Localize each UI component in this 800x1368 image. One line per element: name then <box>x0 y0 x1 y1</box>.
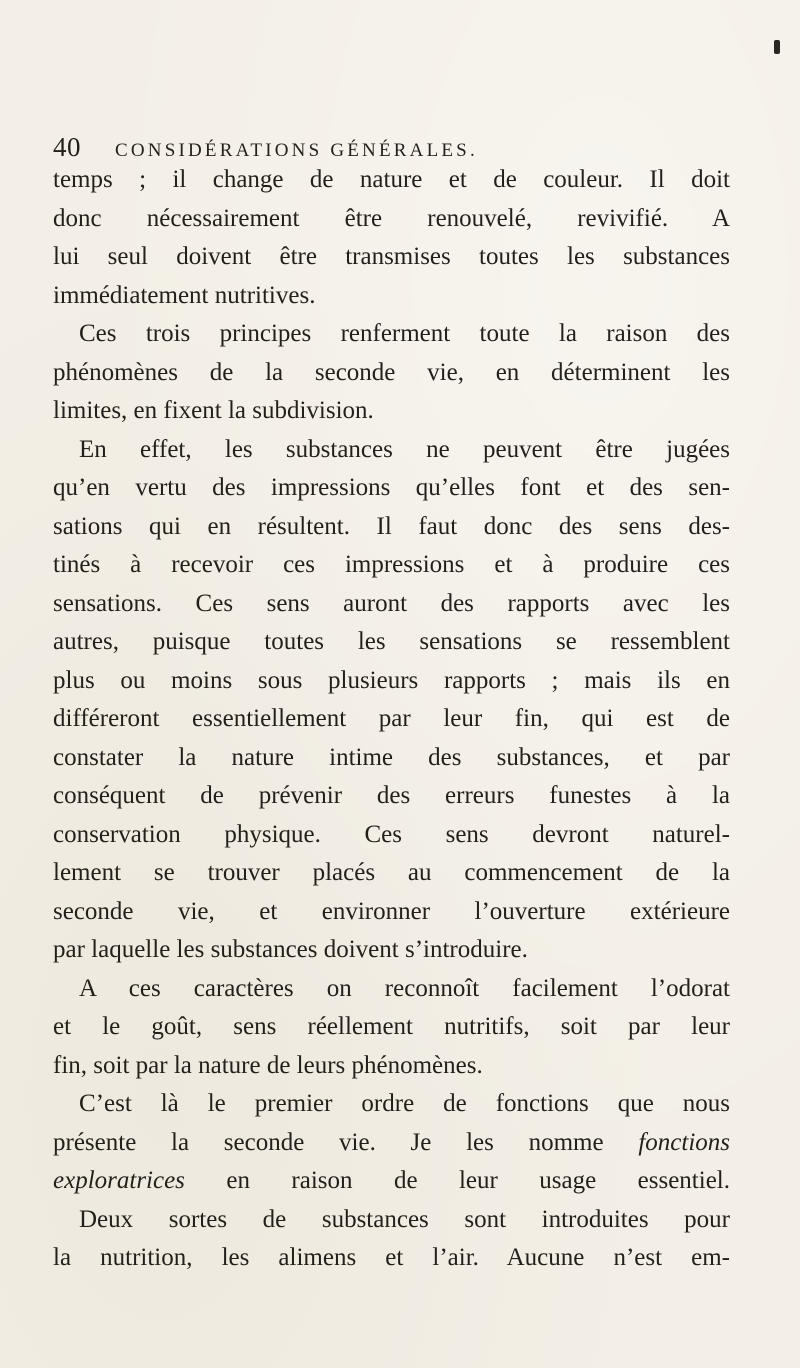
text-line <box>53 1124 730 1163</box>
body-text <box>53 161 730 1278</box>
text-line: fin, soit par la nature de leurs phénomènes. <box>53 1051 483 1079</box>
page-number: 40 <box>53 132 81 162</box>
text-line: limites, en fixent la subdivision. <box>53 397 374 424</box>
text-line: conséquent de prévenir des erreurs funestes à la <box>53 782 730 809</box>
italic-term: exploratrices <box>53 1167 185 1194</box>
text-line: la nutrition, les alimens et l’air. Aucune n’est em- <box>53 1244 730 1271</box>
text-line: Ces trois principes renferment toute la raison des <box>79 320 730 347</box>
text-line: plus ou moins sous plusieurs rapports ; mais ils en <box>53 666 730 694</box>
text-line: tinés à recevoir ces impressions et à produire ces <box>53 551 730 578</box>
text-line: C’est là le premier ordre de fonctions que nous <box>79 1090 730 1117</box>
text-line: sensations. Ces sens auront des rapports avec les <box>53 589 730 617</box>
running-head: CONSIDÉRATIONS GÉNÉRALES. <box>115 140 478 161</box>
text-line: immédiatement nutritives. <box>53 281 316 309</box>
text-line: lement se trouver placés au commencement de la <box>53 859 730 886</box>
text-line: phénomènes de la seconde vie, en déterminent les <box>53 358 730 386</box>
text-line: A ces caractères on reconnoît facilement l’odorat <box>79 974 730 1002</box>
text-line: sations qui en résultent. Il faut donc des sens des- <box>53 512 730 540</box>
italic-term: fonctions <box>638 1128 730 1156</box>
text-line: En effet, les substances ne peuvent être jugées <box>79 435 730 463</box>
text-line: autres, puisque toutes les sensations se ressemblent <box>53 628 730 655</box>
line-text: présente la seconde vie. Je les nomme <box>53 1128 639 1156</box>
text-line: seconde vie, et environner l’ouverture extérieure <box>53 897 730 925</box>
text-line: donc nécessairement être renouvelé, revivifié. A <box>53 204 730 232</box>
text-line: conservation physique. Ces sens devront naturel- <box>53 820 730 848</box>
text-line: et le goût, sens réellement nutritifs, soit par leur <box>53 1013 730 1040</box>
line-text: en raison de leur usage essentiel. <box>184 1167 730 1194</box>
text-line: lui seul doivent être transmises toutes les substances <box>53 243 730 270</box>
text-line: qu’en vertu des impressions qu’elles font et des sen- <box>53 474 730 501</box>
ink-mark <box>774 40 780 54</box>
text-line <box>53 1162 730 1201</box>
text-line: temps ; il change de nature et de couleur. Il doit <box>53 166 730 193</box>
text-line: par laquelle les substances doivent s’introduire. <box>53 936 528 963</box>
text-line: constater la nature intime des substances, et par <box>53 743 730 771</box>
text-line: Deux sortes de substances sont introduites pour <box>79 1205 730 1233</box>
text-line: différeront essentiellement par leur fin, qui est de <box>53 705 730 732</box>
